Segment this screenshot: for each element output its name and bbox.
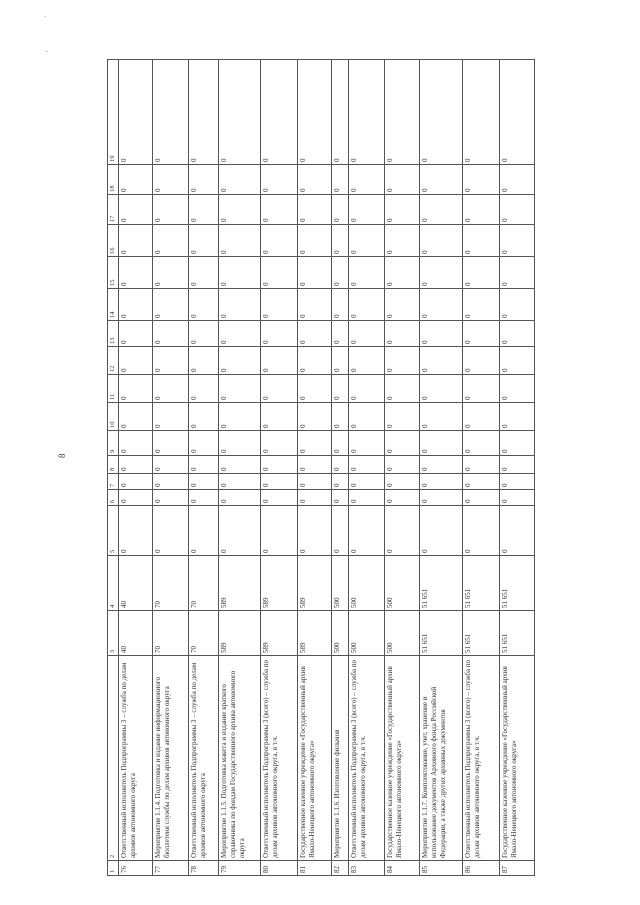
value-cell: 0: [153, 257, 189, 289]
table-row: [189, 60, 219, 876]
value-cell: 0: [119, 225, 153, 257]
value-cell: 0: [153, 165, 189, 195]
value-cell: 0: [349, 347, 385, 375]
row-number-cell: 78: [189, 861, 219, 876]
value-cell: 0: [500, 474, 535, 490]
column-header: 1: [108, 861, 119, 876]
value-cell: 0: [153, 431, 189, 456]
value-cell: 0: [332, 403, 349, 431]
value-cell: 0: [219, 490, 261, 506]
column-header: 11: [108, 375, 119, 403]
value-cell: 0: [261, 431, 298, 456]
column-header: 15: [108, 257, 119, 289]
value-cell: 0: [500, 347, 535, 375]
value-cell: 51 651: [500, 556, 535, 611]
value-cell: 0: [385, 195, 420, 225]
value-cell: 0: [261, 347, 298, 375]
scan-speck: .: [44, 10, 46, 19]
row-number-cell: 77: [153, 861, 189, 876]
value-cell: 0: [385, 225, 420, 257]
total-cell: 40: [119, 611, 153, 656]
value-cell: 0: [298, 225, 332, 257]
value-cell: 0: [298, 257, 332, 289]
value-cell: 0: [332, 490, 349, 506]
value-cell: 0: [385, 321, 420, 347]
value-cell: 0: [349, 506, 385, 556]
value-cell: 0: [261, 289, 298, 321]
value-cell: 0: [463, 490, 500, 506]
value-cell: 0: [420, 60, 463, 165]
value-cell: 0: [298, 60, 332, 165]
total-cell: 500: [349, 611, 385, 656]
row-name-cell: Государственное казенное учреждение «Государственный архив Ямало-Ненецкого автономного округа»: [385, 656, 420, 861]
value-cell: 0: [349, 225, 385, 257]
value-cell: 0: [420, 257, 463, 289]
value-cell: 0: [189, 195, 219, 225]
value-cell: 0: [153, 490, 189, 506]
total-cell: 589: [298, 611, 332, 656]
value-cell: 0: [332, 347, 349, 375]
value-cell: 0: [261, 403, 298, 431]
column-header: 17: [108, 195, 119, 225]
value-cell: 0: [385, 257, 420, 289]
value-cell: 0: [385, 506, 420, 556]
value-cell: 0: [385, 165, 420, 195]
column-header: 3: [108, 611, 119, 656]
table-row: [385, 60, 420, 876]
value-cell: 0: [119, 506, 153, 556]
value-cell: 0: [500, 165, 535, 195]
value-cell: 0: [420, 225, 463, 257]
value-cell: 0: [349, 257, 385, 289]
value-cell: 0: [189, 225, 219, 257]
value-cell: 0: [385, 490, 420, 506]
value-cell: 0: [420, 347, 463, 375]
value-cell: 0: [153, 506, 189, 556]
table-row: [219, 60, 261, 876]
value-cell: 0: [261, 506, 298, 556]
value-cell: 0: [119, 165, 153, 195]
value-cell: 0: [349, 490, 385, 506]
value-cell: 0: [332, 375, 349, 403]
table-row: [500, 60, 535, 876]
value-cell: 0: [463, 474, 500, 490]
value-cell: 0: [420, 165, 463, 195]
value-cell: 40: [119, 556, 153, 611]
value-cell: 0: [463, 347, 500, 375]
value-cell: 0: [219, 506, 261, 556]
value-cell: 0: [463, 257, 500, 289]
value-cell: 0: [119, 403, 153, 431]
table-row: [332, 60, 349, 876]
total-cell: 500: [385, 611, 420, 656]
value-cell: 70: [189, 556, 219, 611]
value-cell: 0: [119, 60, 153, 165]
value-cell: 0: [463, 195, 500, 225]
value-cell: 0: [119, 195, 153, 225]
value-cell: 0: [298, 195, 332, 225]
value-cell: 0: [261, 456, 298, 474]
value-cell: 0: [349, 375, 385, 403]
value-cell: 0: [420, 403, 463, 431]
value-cell: 0: [500, 321, 535, 347]
column-header: 19: [108, 60, 119, 165]
value-cell: 0: [219, 456, 261, 474]
row-number-cell: 79: [219, 861, 261, 876]
value-cell: 0: [500, 375, 535, 403]
value-cell: 0: [500, 431, 535, 456]
value-cell: 0: [332, 165, 349, 195]
value-cell: 0: [332, 257, 349, 289]
value-cell: 0: [463, 375, 500, 403]
value-cell: 0: [261, 165, 298, 195]
value-cell: 0: [298, 289, 332, 321]
total-cell: 70: [189, 611, 219, 656]
value-cell: 0: [261, 375, 298, 403]
value-cell: 0: [349, 403, 385, 431]
value-cell: 0: [500, 490, 535, 506]
value-cell: 0: [219, 195, 261, 225]
value-cell: 0: [189, 431, 219, 456]
value-cell: 0: [261, 321, 298, 347]
value-cell: 0: [349, 60, 385, 165]
value-cell: 0: [463, 456, 500, 474]
value-cell: 0: [261, 195, 298, 225]
row-name-cell: Ответственный исполнитель Подпрограммы 3 (всего) – служба по делам архивов автономного округа, в т.ч.: [261, 656, 298, 861]
row-number-cell: 76: [119, 861, 153, 876]
value-cell: 0: [332, 456, 349, 474]
value-cell: 0: [189, 474, 219, 490]
value-cell: 0: [153, 225, 189, 257]
value-cell: 589: [261, 556, 298, 611]
value-cell: 0: [219, 347, 261, 375]
value-cell: 0: [500, 225, 535, 257]
row-number-cell: 85: [420, 861, 463, 876]
value-cell: 0: [332, 321, 349, 347]
value-cell: 0: [298, 506, 332, 556]
value-cell: 0: [385, 60, 420, 165]
value-cell: 0: [189, 347, 219, 375]
value-cell: 0: [153, 347, 189, 375]
value-cell: 0: [463, 431, 500, 456]
column-header: 18: [108, 165, 119, 195]
table-row: [298, 60, 332, 876]
rotated-table-wrapper: [107, 80, 531, 876]
value-cell: 0: [119, 321, 153, 347]
value-cell: 0: [153, 375, 189, 403]
value-cell: 0: [298, 347, 332, 375]
value-cell: 0: [219, 60, 261, 165]
value-cell: 589: [298, 556, 332, 611]
value-cell: 0: [219, 403, 261, 431]
value-cell: 0: [463, 321, 500, 347]
value-cell: 0: [298, 456, 332, 474]
row-name-cell: Ответственный исполнитель Подпрограммы 3 (всего) – служба по делам архивов автономного округа, в т.ч.: [349, 656, 385, 861]
value-cell: 0: [385, 403, 420, 431]
total-cell: 589: [261, 611, 298, 656]
value-cell: 0: [261, 60, 298, 165]
value-cell: 0: [349, 195, 385, 225]
value-cell: 0: [420, 456, 463, 474]
value-cell: 0: [153, 456, 189, 474]
value-cell: 0: [153, 60, 189, 165]
value-cell: 0: [500, 257, 535, 289]
value-cell: 0: [298, 321, 332, 347]
value-cell: 0: [119, 289, 153, 321]
value-cell: 0: [349, 321, 385, 347]
budget-table: [107, 59, 535, 876]
value-cell: 0: [219, 431, 261, 456]
value-cell: 0: [349, 165, 385, 195]
table-row: [261, 60, 298, 876]
value-cell: 0: [261, 490, 298, 506]
value-cell: 0: [153, 289, 189, 321]
row-number-cell: 83: [349, 861, 385, 876]
row-number-cell: 87: [500, 861, 535, 876]
value-cell: 0: [349, 474, 385, 490]
column-header: 14: [108, 289, 119, 321]
value-cell: 0: [500, 403, 535, 431]
value-cell: 0: [500, 456, 535, 474]
row-name-cell: Государственное казенное учреждение «Государственный архив Ямало-Ненецкого автономного округа»: [500, 656, 535, 861]
value-cell: 0: [298, 474, 332, 490]
value-cell: 0: [332, 60, 349, 165]
value-cell: 0: [420, 289, 463, 321]
value-cell: 0: [332, 474, 349, 490]
value-cell: 0: [119, 474, 153, 490]
table-row: [153, 60, 189, 876]
row-name-cell: Мероприятие 1.1.4. Подготовка и издание информационного бюллетеня службы по делам архивов автономного округа: [153, 656, 189, 861]
value-cell: 0: [500, 195, 535, 225]
value-cell: 0: [119, 347, 153, 375]
row-number-cell: 81: [298, 861, 332, 876]
value-cell: 0: [298, 403, 332, 431]
column-header: 7: [108, 474, 119, 490]
value-cell: 0: [189, 165, 219, 195]
row-number-cell: 82: [332, 861, 349, 876]
value-cell: 0: [500, 506, 535, 556]
value-cell: 0: [420, 375, 463, 403]
value-cell: 0: [219, 225, 261, 257]
value-cell: 0: [189, 60, 219, 165]
value-cell: 0: [189, 490, 219, 506]
table-row: [463, 60, 500, 876]
table-body: [119, 60, 535, 876]
value-cell: 0: [463, 60, 500, 165]
row-name-cell: Государственное казенное учреждение «Государственный архив Ямало-Ненецкого автономного округа»: [298, 656, 332, 861]
row-name-cell: Мероприятие 1.1.5. Подготовка макета и издание краткого справочника по фондам Государственного архива автономного округа: [219, 656, 261, 861]
value-cell: 0: [385, 289, 420, 321]
value-cell: 0: [385, 456, 420, 474]
value-cell: 500: [385, 556, 420, 611]
value-cell: 0: [463, 403, 500, 431]
value-cell: 0: [500, 289, 535, 321]
value-cell: 0: [119, 490, 153, 506]
value-cell: 0: [332, 431, 349, 456]
value-cell: 0: [332, 506, 349, 556]
scan-speck: .: [46, 45, 48, 54]
value-cell: 0: [153, 403, 189, 431]
value-cell: 0: [153, 195, 189, 225]
column-header: 12: [108, 347, 119, 375]
value-cell: 0: [385, 474, 420, 490]
value-cell: 0: [189, 257, 219, 289]
value-cell: 0: [349, 431, 385, 456]
value-cell: 0: [153, 321, 189, 347]
column-header: 9: [108, 431, 119, 456]
value-cell: 0: [261, 225, 298, 257]
value-cell: 0: [153, 474, 189, 490]
total-cell: 51 651: [420, 611, 463, 656]
value-cell: 0: [420, 506, 463, 556]
row-name-cell: Ответственный исполнитель Подпрограммы 3 – служба по делам архивов автономного округа: [189, 656, 219, 861]
value-cell: 500: [349, 556, 385, 611]
value-cell: 0: [298, 431, 332, 456]
row-name-cell: Мероприятие 1.1.7. Комплектование, учет, хранение и использование документов Архивного фонда Российской Федерации, а также других архивных документов: [420, 656, 463, 861]
header-row: [108, 60, 119, 876]
value-cell: 0: [189, 403, 219, 431]
value-cell: 0: [385, 375, 420, 403]
value-cell: 0: [219, 165, 261, 195]
value-cell: 0: [500, 60, 535, 165]
value-cell: 0: [463, 289, 500, 321]
value-cell: 0: [298, 165, 332, 195]
value-cell: 51 651: [463, 556, 500, 611]
value-cell: 0: [119, 257, 153, 289]
value-cell: 0: [189, 321, 219, 347]
table-row: [119, 60, 153, 876]
row-name-cell: Ответственный исполнитель Подпрограммы 3 – служба по делам архивов автономного округа: [119, 656, 153, 861]
page-number: 8: [57, 453, 67, 458]
column-header: 4: [108, 556, 119, 611]
value-cell: 0: [420, 321, 463, 347]
value-cell: 0: [219, 257, 261, 289]
value-cell: 51 651: [420, 556, 463, 611]
row-name-cell: Ответственный исполнитель Подпрограммы 3 (всего) – служба по делам архивов автономного округа, в т.ч.: [463, 656, 500, 861]
value-cell: 0: [219, 321, 261, 347]
value-cell: 0: [385, 431, 420, 456]
value-cell: 0: [420, 195, 463, 225]
value-cell: 0: [189, 506, 219, 556]
total-cell: 51 651: [463, 611, 500, 656]
value-cell: 70: [153, 556, 189, 611]
value-cell: 0: [261, 257, 298, 289]
column-header: 6: [108, 490, 119, 506]
value-cell: 0: [219, 474, 261, 490]
row-number-cell: 86: [463, 861, 500, 876]
value-cell: 0: [463, 165, 500, 195]
total-cell: 500: [332, 611, 349, 656]
value-cell: 0: [119, 375, 153, 403]
column-header: 13: [108, 321, 119, 347]
total-cell: 51 651: [500, 611, 535, 656]
value-cell: 0: [219, 289, 261, 321]
value-cell: 0: [332, 289, 349, 321]
value-cell: 0: [298, 490, 332, 506]
value-cell: 0: [463, 225, 500, 257]
value-cell: 0: [332, 225, 349, 257]
table-row: [420, 60, 463, 876]
value-cell: 0: [189, 375, 219, 403]
value-cell: 500: [332, 556, 349, 611]
value-cell: 0: [219, 375, 261, 403]
value-cell: 0: [298, 375, 332, 403]
value-cell: 0: [332, 195, 349, 225]
value-cell: 0: [261, 474, 298, 490]
total-cell: 70: [153, 611, 189, 656]
value-cell: 0: [189, 456, 219, 474]
row-number-cell: 80: [261, 861, 298, 876]
column-header: 5: [108, 506, 119, 556]
value-cell: 0: [420, 431, 463, 456]
value-cell: 0: [420, 490, 463, 506]
value-cell: 0: [463, 506, 500, 556]
row-number-cell: 84: [385, 861, 420, 876]
column-header: 16: [108, 225, 119, 257]
value-cell: 0: [385, 347, 420, 375]
value-cell: 589: [219, 556, 261, 611]
column-header: 2: [108, 656, 119, 861]
value-cell: 0: [119, 431, 153, 456]
column-header: 8: [108, 456, 119, 474]
total-cell: 589: [219, 611, 261, 656]
value-cell: 0: [189, 289, 219, 321]
value-cell: 0: [119, 456, 153, 474]
column-header: 10: [108, 403, 119, 431]
value-cell: 0: [420, 474, 463, 490]
table-row: [349, 60, 385, 876]
value-cell: 0: [349, 289, 385, 321]
row-name-cell: Мероприятие 1.1.6. Изготовление фильмов: [332, 656, 349, 861]
value-cell: 0: [349, 456, 385, 474]
